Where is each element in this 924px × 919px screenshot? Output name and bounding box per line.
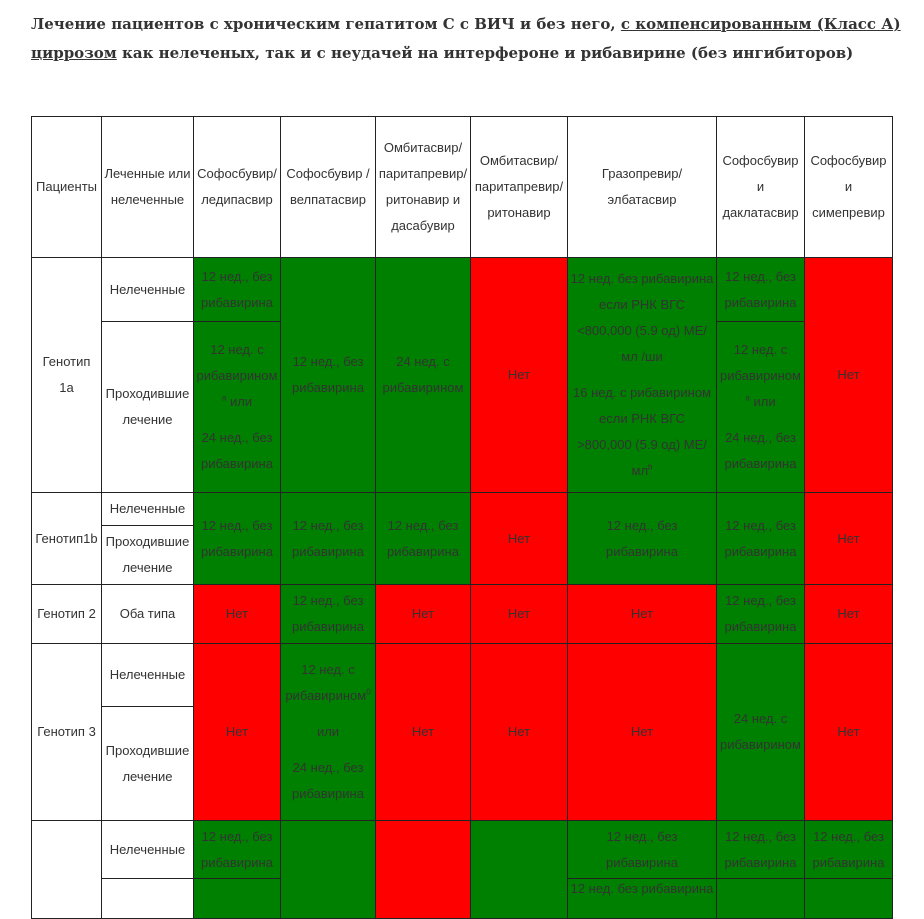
table-row [32, 493, 893, 526]
cell-g1b-col7: Нет [805, 493, 893, 585]
cell-g2-col6: 12 нед., без рибавирина [717, 585, 805, 644]
opt-no-rbv: 24 нед., без рибавирина [292, 760, 364, 801]
cell-g1a-col3: 24 нед. с рибавирином [376, 258, 471, 493]
cell-g2-col4: Нет [471, 585, 568, 644]
cell-g1b-col3: 12 нед., без рибавирина [376, 493, 471, 585]
cell-g1a-col2: 12 нед., без рибавирина [281, 258, 376, 493]
cell-g3-col7: Нет [805, 644, 893, 821]
gz-1a-part1: 12 нед. без рибавирина если РНК ВГС <800,000 (5.9 од) МЕ/мл /ши [570, 271, 714, 364]
cell-g2-col2: 12 нед., без рибавирина [281, 585, 376, 644]
header-col3: Омбитасвир/ паритапревир/ ритонавир и дасабувир [376, 117, 471, 258]
cell-g4-naive-col5: 12 нед., без рибавирина [568, 821, 717, 879]
cell-g1a-naive-col6: 12 нед., без рибавирина [717, 258, 805, 322]
cirrosis-link[interactable]: с компенсированным (Класс А) циррозом [31, 15, 901, 62]
cell-g2-col1: Нет [194, 585, 281, 644]
genotype-3-label: Генотип 3 [32, 644, 102, 821]
header-row [32, 117, 893, 258]
opt-rbv-wrap [283, 657, 373, 709]
cell-g3-col2 [281, 644, 376, 821]
cell-g2-col5: Нет [568, 585, 717, 644]
footnote-a: a [745, 393, 750, 403]
footnote-b: b [648, 462, 653, 472]
opt-rbv-wrap [196, 337, 278, 415]
cell-g4-naive-col6: 12 нед., без рибавирина [717, 821, 805, 879]
cell-g1b-col4: Нет [471, 493, 568, 585]
cell-g1a-col5 [568, 258, 717, 493]
cell-g3-col4: Нет [471, 644, 568, 821]
status-naive: Нелеченные [102, 644, 194, 707]
opt-rbv: 12 нед. с рибавирином [196, 342, 278, 383]
table-row [32, 821, 893, 879]
status-naive: Нелеченные [102, 258, 194, 322]
cell-g4-naive-col1: 12 нед., без рибавирина [194, 821, 281, 879]
header-col2: Софосбувир / велпатасвир [281, 117, 376, 258]
or-text: или [226, 394, 253, 409]
header-patients: Пациенты [32, 117, 102, 258]
header-col7: Софосбувир и симепревир [805, 117, 893, 258]
title-suffix: как нелеченых, так и с неудачей на интерфероне и рибавирине (без ингибиторов) [116, 44, 854, 62]
status-naive: Нелеченные [102, 821, 194, 879]
cell-g4-naive-col7: 12 нед., без рибавирина [805, 821, 893, 879]
opt-rbv: 12 нед. с рибавирином [720, 342, 801, 383]
status-cutoff [102, 879, 194, 919]
header-col1: Софосбувир/ ледипасвир [194, 117, 281, 258]
genotype-1a-label: Генотип 1a [32, 258, 102, 493]
cell-g4-exp-col7 [805, 879, 893, 919]
opt-no-rbv: 24 нед., без рибавирина [201, 430, 273, 471]
gz-1a-part2: 16 нед. с рибавирином если РНК ВГС >800,000 (5.9 од) МЕ/мл [573, 385, 711, 478]
header-status: Леченные или нелеченные [102, 117, 194, 258]
status-both: Оба типа [102, 585, 194, 644]
cell-g1a-exp-col6 [717, 322, 805, 493]
footnote-0: 0 [366, 687, 371, 697]
status-naive: Нелеченные [102, 493, 194, 526]
cell-g1a-exp-col1 [194, 322, 281, 493]
cell-g1a-naive-col1: 12 нед., без рибавирина [194, 258, 281, 322]
opt-rbv: 12 нед. с рибавирином [285, 662, 367, 703]
cell-g2-col7: Нет [805, 585, 893, 644]
cell-g3-col1: Нет [194, 644, 281, 821]
cell-g1a-col7: Нет [805, 258, 893, 493]
cell-g3-col5: Нет [568, 644, 717, 821]
opt-no-rbv: 24 нед., без рибавирина [724, 430, 797, 471]
cell-g1b-col5: 12 нед., без рибавирина [568, 493, 717, 585]
title-prefix: Лечение пациентов с хроническим гепатитом С с ВИЧ и без него, [31, 15, 621, 33]
status-experienced: Проходившие лечение [102, 707, 194, 821]
cell-g1a-col4: Нет [471, 258, 568, 493]
cell-g4-col3 [376, 821, 471, 919]
genotype-4-label [32, 821, 102, 919]
or-text: или [316, 724, 340, 739]
header-col5: Гразопревир/ элбатасвир [568, 117, 717, 258]
cell-g4-col2 [281, 821, 376, 919]
cell-g4-exp-col6 [717, 879, 805, 919]
opt-rbv-wrap [719, 337, 802, 415]
genotype-2-label: Генотип 2 [32, 585, 102, 644]
or-text: или [749, 394, 776, 409]
table-row [32, 585, 893, 644]
cell-g4-col4 [471, 821, 568, 919]
table-row [32, 644, 893, 707]
cell-g1b-col6: 12 нед., без рибавирина [717, 493, 805, 585]
cell-g1b-col1: 12 нед., без рибавирина [194, 493, 281, 585]
status-experienced: Проходившие лечение [102, 322, 194, 493]
cell-g1b-col2: 12 нед., без рибавирина [281, 493, 376, 585]
cell-g3-col3: Нет [376, 644, 471, 821]
cell-g4-exp-col5: 12 нед. без рибавирина [568, 879, 717, 919]
header-col6: Софосбувир и даклатасвир [717, 117, 805, 258]
cell-g4-exp-col1 [194, 879, 281, 919]
regimen-table [31, 116, 893, 919]
genotype-1b-label: Генотип1b [32, 493, 102, 585]
footnote-a: a [221, 393, 227, 403]
cell-g2-col3: Нет [376, 585, 471, 644]
header-col4: Омбитасвир/ паритапревир/ ритонавир [471, 117, 568, 258]
page-title [31, 10, 901, 68]
cell-g3-col6: 24 нед. с рибавирином [717, 644, 805, 821]
status-experienced: Проходившие лечение [102, 526, 194, 585]
gz-1a-part2-wrap [570, 380, 714, 484]
table-row [32, 258, 893, 322]
